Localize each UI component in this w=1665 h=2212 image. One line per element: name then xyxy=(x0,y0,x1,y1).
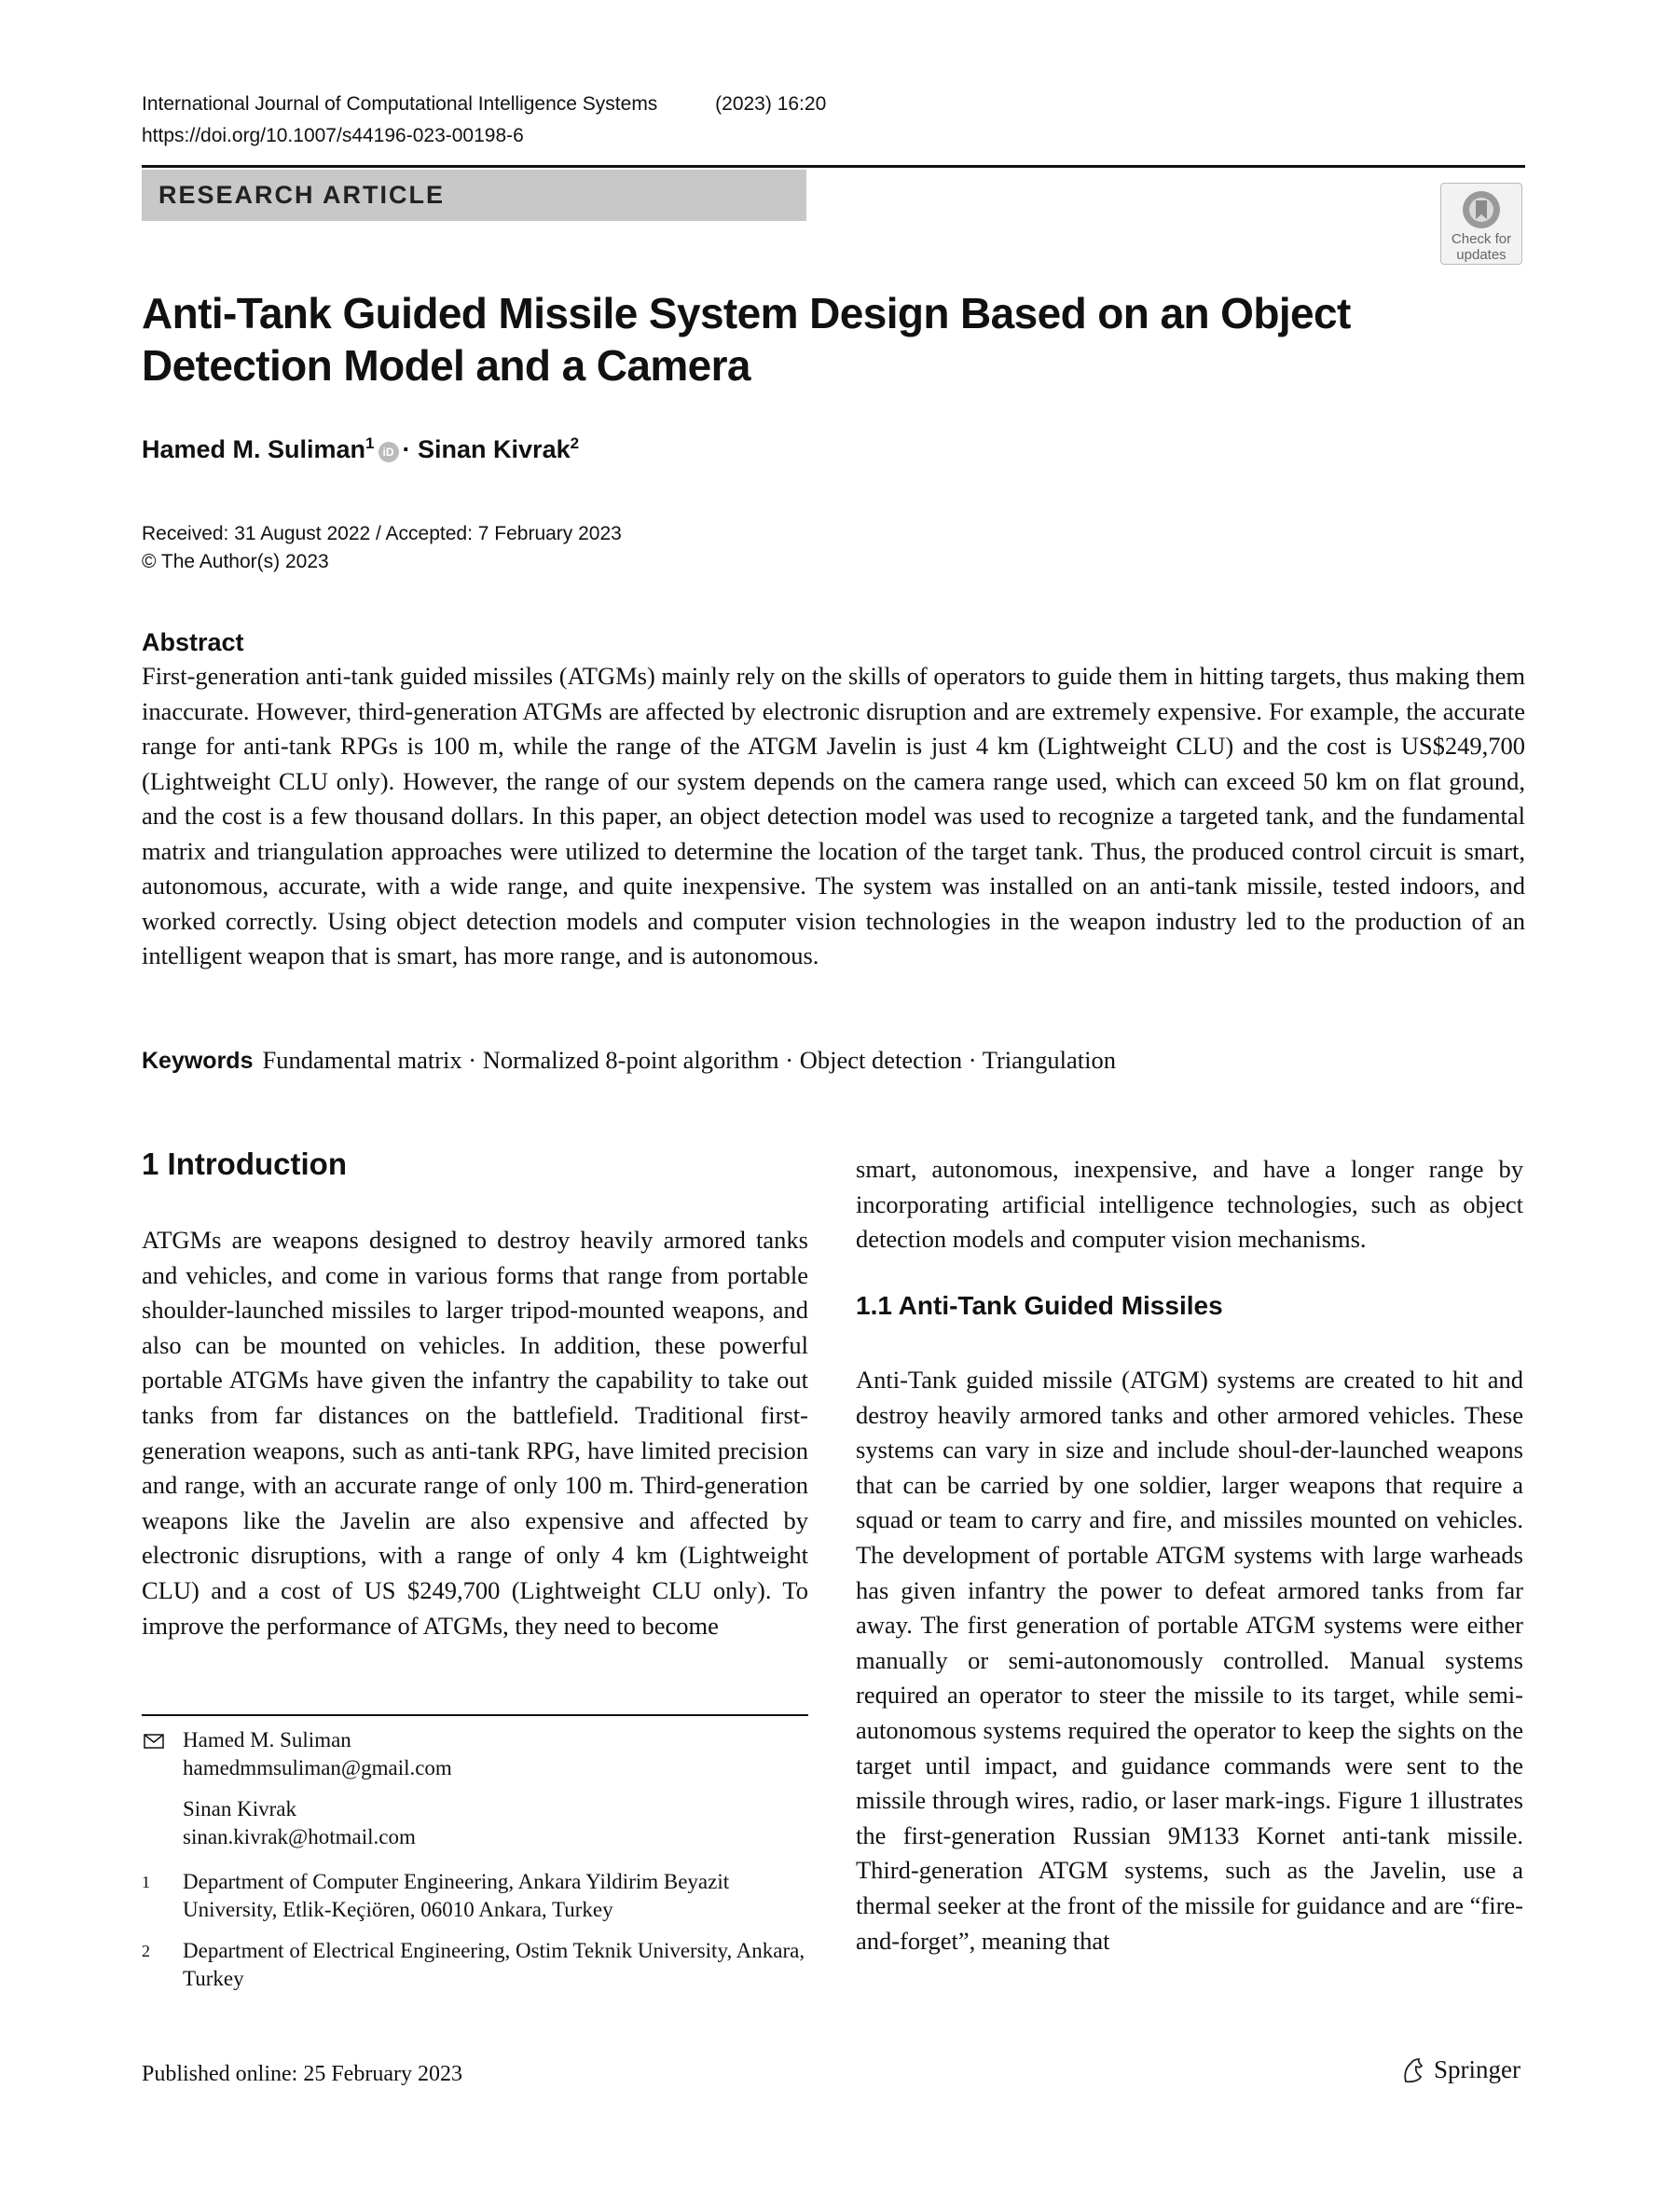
affiliation-mark: 2 xyxy=(142,1942,150,1960)
keywords-list: Fundamental matrix · Normalized 8-point algorithm · Object detection · Triangulation xyxy=(262,1046,1117,1074)
section-heading-atgm: 1.1 Anti-Tank Guided Missiles xyxy=(856,1291,1223,1320)
atgm-paragraph: Anti-Tank guided missile (ATGM) systems are created to hit and destroy heavily armored tanks and other armored vehicles. These systems can vary in size and include shoul-der-launched weapons that can be carried by one soldier, larger weapons that require a squad or team to carry and fire, and missiles mounted on vehicles. The development of portable ATGM systems with large warheads has given infantry the power to defeat armored tanks from far away. The first generation of portable ATGM systems were either manually or semi-autonomously controlled. Manual systems required an operator to steer the missile to its target, while semi-autonomous systems required the operator to keep the sights on the target until impact, and guidance commands were sent to the missile through wires, radio, or laser mark-ings. Figure 1 illustrates the first-generation Russian 9M133 Kornet anti-tank missile. Third-generation ATGM systems, such as the Javelin, use a thermal seeker at the front of the missile for guidance and are “fire-and-forget”, meaning that xyxy=(856,1366,1523,1955)
affiliation-text: Department of Computer Engineering, Ankara Yildirim Beyazit University, Etlik-Keçiören, 06010 Ankara, Turkey xyxy=(183,1870,730,1921)
footnotes xyxy=(142,1726,808,2006)
abstract-text: First-generation anti-tank guided missiles (ATGMs) mainly rely on the skills of operators to guide them in hitting targets, thus making them inaccurate. However, third-generation ATGMs are affected by electronic disruption and are extremely expensive. For example, the accurate range for anti-tank RPGs is 100 m, while the range of the ATGM Javelin is just 4 km (Lightweight CLU) and the cost is US$249,700 (Lightweight CLU only). However, the range of our system depends on the camera range used, which can exceed 50 km on flat ground, and the cost is a few thousand dollars. In this paper, an object detection model was used to recognize a targeted tank, and the fundamental matrix and triangulation approaches were utilized to determine the location of the target tank. Thus, the produced control circuit is smart, autonomous, accurate, with a wide range, and quite inexpensive. The system was installed on an anti-tank missile, tested indoors, and worked correctly. Using object detection models and computer vision technologies in the weapon industry led to the production of an intelligent weapon that is smart, has more range, and is autonomous. xyxy=(142,662,1525,969)
orcid-icon[interactable]: iD xyxy=(378,442,399,462)
publisher-name: Springer xyxy=(1434,2055,1521,2083)
affiliation-marker: 1 xyxy=(365,434,375,452)
contact-email[interactable]: hamedmmsuliman@gmail.com xyxy=(183,1756,452,1779)
journal-header xyxy=(142,89,826,152)
contact-email[interactable]: sinan.kivrak@hotmail.com xyxy=(183,1825,416,1848)
contact-block xyxy=(142,1726,808,1851)
affiliation-text: Department of Electrical Engineering, Ostim Teknik University, Ankara, Turkey xyxy=(183,1939,805,1990)
article-title: Anti-Tank Guided Missile System Design Based on an Object Detection Model and a Camera xyxy=(142,289,1351,390)
contact-name: Hamed M. Suliman xyxy=(183,1728,351,1752)
envelope-icon xyxy=(144,1734,164,1749)
author-name[interactable]: Hamed M. Suliman xyxy=(142,435,366,463)
affiliation-marker: 2 xyxy=(570,434,580,452)
author-list xyxy=(142,434,579,464)
received-accepted-dates: Received: 31 August 2022 / Accepted: 7 February 2023 xyxy=(142,523,622,544)
abstract-heading: Abstract xyxy=(142,628,244,656)
affiliation-mark: 1 xyxy=(142,1873,150,1891)
journal-issue: (2023) 16:20 xyxy=(715,93,827,115)
contact-name: Sinan Kivrak xyxy=(183,1797,297,1820)
springer-horse-icon xyxy=(1400,2056,1426,2084)
published-online-date: Published online: 25 February 2023 xyxy=(142,2062,462,2086)
introduction-paragraph: ATGMs are weapons designed to destroy heavily armored tanks and vehicles, and come in various forms that range from portable shoulder-launched missiles to larger tripod-mounted weapons, and also can be mounted on vehicles. In addition, these powerful portable ATGMs have given the infantry the capability to take out tanks from far distances on the battlefield. Traditional first-generation weapons, such as anti-tank RPG, have limited precision and range, with an accurate range of only 100 m. Third-generation weapons like the Javelin are also expensive and affected by electronic disruptions, with a range of only 4 km (Lightweight CLU) and a cost of US $249,700 (Lightweight CLU only). To improve the performance of ATGMs, they need to become xyxy=(142,1226,808,1640)
article-dates xyxy=(142,520,622,576)
keywords xyxy=(142,1046,1116,1075)
check-updates-line2: updates xyxy=(1456,247,1507,263)
affiliation-2 xyxy=(142,1937,808,1993)
copyright-notice: © The Author(s) 2023 xyxy=(142,551,329,572)
doi-link[interactable]: https://doi.org/10.1007/s44196-023-00198-6 xyxy=(142,125,524,146)
journal-name: International Journal of Computational Intelligence Systems xyxy=(142,93,658,115)
check-for-updates-badge[interactable] xyxy=(1440,183,1522,265)
check-updates-line1: Check for xyxy=(1451,231,1512,247)
affiliation-1 xyxy=(142,1868,808,1924)
publisher-logo[interactable] xyxy=(1400,2055,1521,2084)
check-updates-icon xyxy=(1461,189,1502,230)
keywords-label: Keywords xyxy=(142,1048,254,1074)
footnote-rule xyxy=(142,1714,808,1716)
author-separator: · xyxy=(402,435,411,463)
header-rule xyxy=(142,165,1525,168)
section-heading-introduction: 1 Introduction xyxy=(142,1147,347,1181)
article-type-banner: RESEARCH ARTICLE xyxy=(142,170,806,221)
author-name[interactable]: Sinan Kivrak xyxy=(418,435,571,463)
introduction-continuation: smart, autonomous, inexpensive, and have a longer range by incorporating artificial intelligence technologies, such as object detection models and computer vision mechanisms. xyxy=(856,1155,1523,1254)
